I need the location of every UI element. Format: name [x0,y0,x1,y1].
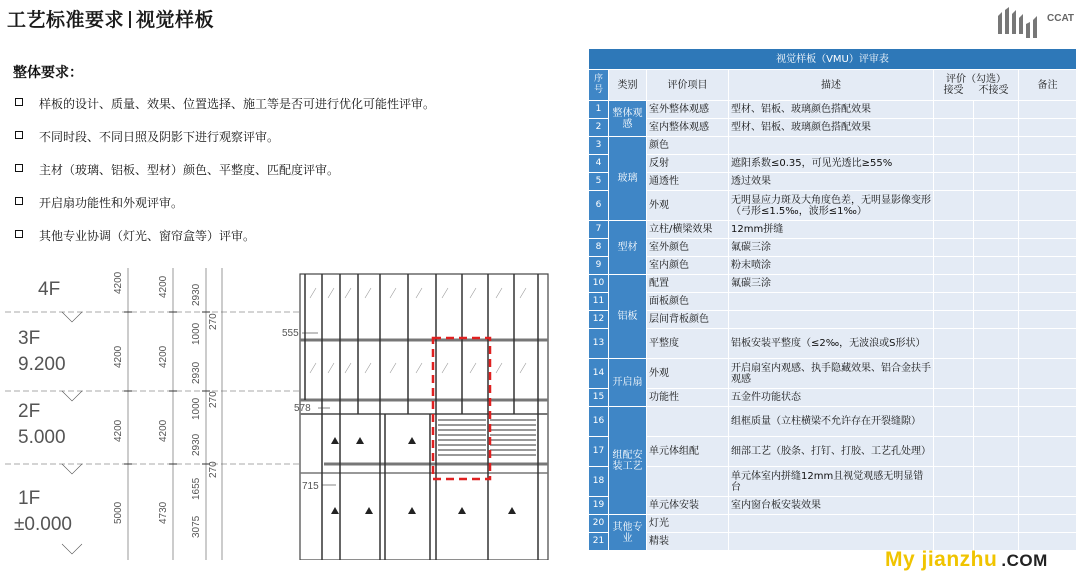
list-item: 开启扇功能性和外观评审。 [13,194,435,227]
remark-cell[interactable] [1019,515,1077,533]
reject-cell[interactable] [974,239,1019,257]
reject-cell[interactable] [974,467,1019,497]
accept-cell[interactable] [934,239,974,257]
dim-detail-7: 2930 [191,433,202,456]
accept-cell[interactable] [934,389,974,407]
category-overall: 整体观感 [609,101,647,137]
table-row: 19 单元体安装 室内窗台板安装效果 [589,497,1077,515]
remark-cell[interactable] [1019,221,1077,239]
reject-cell[interactable] [974,275,1019,293]
requirements-title: 整体要求： [13,65,83,81]
dim-inner-4: 4730 [158,501,169,524]
accept-cell[interactable] [934,293,974,311]
accept-cell[interactable] [934,407,974,437]
accept-cell[interactable] [934,515,974,533]
list-item: 其他专业协调（灯光、窗帘盒等）评审。 [13,227,435,260]
reject-cell[interactable] [974,497,1019,515]
dim-outer-2: 4200 [113,345,124,368]
accept-cell[interactable] [934,119,974,137]
header-accept: 接受 [943,85,964,96]
category-aluminum: 铝板 [609,275,647,359]
header-category: 类别 [609,70,647,101]
floor-elev-1f: ±0.000 [14,514,72,535]
list-item: 样板的设计、质量、效果、位置选择、施工等是否可进行优化可能性评审。 [13,95,435,128]
header-desc: 描述 [729,70,934,101]
dim-detail-1: 2930 [191,283,202,306]
vmu-review-table [588,48,1077,551]
table-row: 20 其他专业 灯光 [589,515,1077,533]
table-row: 6 外观 无明显应力斑及大角度色差，无明显影像变形（弓形≤1.5‰，波形≤1‰） [589,191,1077,221]
reject-cell[interactable] [974,173,1019,191]
reject-cell[interactable] [974,515,1019,533]
dim-detail-5: 270 [208,391,219,408]
vmu-review-table-wrap [588,48,1076,551]
logo-text: CCAT [1047,13,1075,24]
floor-label-4f: 4F [38,279,61,300]
reject-cell[interactable] [974,389,1019,407]
table-caption: 视觉样板（VMU）评审表 [589,49,1077,70]
watermark: My jianzhu .COM [885,548,1048,571]
table-row: 15 功能性 五金件功能状态 [589,389,1077,407]
accept-cell[interactable] [934,101,974,119]
reject-cell[interactable] [974,119,1019,137]
remark-cell[interactable] [1019,275,1077,293]
table-row: 5 通透性 透过效果 [589,173,1077,191]
remark-cell[interactable] [1019,437,1077,467]
table-row: 14 开启扇 外观 开启扇室内观感、执手隐藏效果、铝合金扶手观感 [589,359,1077,389]
remark-cell[interactable] [1019,239,1077,257]
floor-elev-3f: 9.200 [18,354,66,375]
category-glass: 玻璃 [609,137,647,221]
remark-cell[interactable] [1019,467,1077,497]
remark-cell[interactable] [1019,119,1077,137]
dim-inner-2: 4200 [158,345,169,368]
reject-cell[interactable] [974,293,1019,311]
floor-label-1f: 1F [18,488,41,509]
table-row: 11 面板颜色 [589,293,1077,311]
reject-cell[interactable] [974,155,1019,173]
dim-outer-4: 5000 [113,501,124,524]
accept-cell[interactable] [934,275,974,293]
table-row: 18 单元体室内拼缝12mm且视觉观感无明显错台 [589,467,1077,497]
table-row: 2 室内整体观感 型材、铝板、玻璃颜色搭配效果 [589,119,1077,137]
category-other: 其他专业 [609,515,647,551]
accept-cell[interactable] [934,467,974,497]
dim-detail-10: 3075 [191,515,202,538]
accept-cell[interactable] [934,311,974,329]
floor-elev-2f: 5.000 [18,427,66,448]
accept-cell[interactable] [934,191,974,221]
checkbox-icon [15,197,23,205]
page-title [7,5,214,32]
dim-detail-3: 1000 [191,322,202,345]
table-row: 12 层间背板颜色 [589,311,1077,329]
table-row: 21 精装 [589,533,1077,551]
page-title-main: 工艺标准要求 [7,9,125,31]
header-eval: 评价（勾选） 接受 不接受 [934,70,1019,101]
dim-detail-9: 1655 [191,477,202,500]
dim-detail-6: 1000 [191,397,202,420]
header-remark: 备注 [1019,70,1077,101]
table-row: 7 型材 立柱/横梁效果 12mm拼缝 [589,221,1077,239]
remark-cell[interactable] [1019,389,1077,407]
accept-cell[interactable] [934,359,974,389]
accept-cell[interactable] [934,173,974,191]
requirements-list [13,95,435,260]
remark-cell[interactable] [1019,257,1077,275]
title-divider [129,11,131,28]
remark-cell[interactable] [1019,137,1077,155]
list-item: 主材（玻璃、铝板、型材）颜色、平整度、匹配度评审。 [13,161,435,194]
reject-cell[interactable] [974,311,1019,329]
reject-cell[interactable] [974,329,1019,359]
accept-cell[interactable] [934,497,974,515]
accept-cell[interactable] [934,137,974,155]
dim-detail-4: 2930 [191,361,202,384]
floor-label-2f: 2F [18,401,41,422]
table-row: 13 平整度 铝板安装平整度（≤2‰，无波浪或S形状） [589,329,1077,359]
reject-cell[interactable] [974,137,1019,155]
table-row: 8 室外颜色 氟碳三涂 [589,239,1077,257]
remark-cell[interactable] [1019,155,1077,173]
category-opening: 开启扇 [609,359,647,407]
header-reject: 不接受 [978,85,1009,96]
remark-cell[interactable] [1019,101,1077,119]
category-profile: 型材 [609,221,647,275]
callout-555: 555 [282,328,299,339]
reject-cell[interactable] [974,359,1019,389]
floor-label-3f: 3F [18,328,41,349]
table-row: 16 组配安装工艺 组框质量（立柱横梁不允许存在开裂缝隙） [589,407,1077,437]
remark-cell[interactable] [1019,191,1077,221]
table-row: 1 整体观感 室外整体观感 型材、铝板、玻璃颜色搭配效果 [589,101,1077,119]
dim-detail-8: 270 [208,461,219,478]
accept-cell[interactable] [934,155,974,173]
accept-cell[interactable] [934,329,974,359]
list-item: 不同时段、不同日照及阴影下进行观察评审。 [13,128,435,161]
reject-cell[interactable] [974,437,1019,467]
remark-cell[interactable] [1019,311,1077,329]
dim-detail-2: 270 [208,313,219,330]
reject-cell[interactable] [974,191,1019,221]
remark-cell[interactable] [1019,293,1077,311]
callout-578: 578 [294,403,311,414]
header-item: 评价项目 [647,70,729,101]
reject-cell[interactable] [974,221,1019,239]
checkbox-icon [15,230,23,238]
table-row: 10 铝板 配置 氟碳三涂 [589,275,1077,293]
checkbox-icon [15,98,23,106]
checkbox-icon [15,164,23,172]
remark-cell[interactable] [1019,407,1077,437]
table-row: 3 玻璃 颜色 [589,137,1077,155]
remark-cell[interactable] [1019,497,1077,515]
remark-cell[interactable] [1019,359,1077,389]
accept-cell[interactable] [934,221,974,239]
table-row: 17 单元体组配 细部工艺（胶条、打钉、打胶、工艺孔处理） [589,437,1077,467]
reject-cell[interactable] [974,101,1019,119]
dim-inner-3: 4200 [158,419,169,442]
dim-outer-3: 4200 [113,419,124,442]
facade-elevation-drawing [0,268,552,560]
page-title-sub: 视觉样板 [136,9,215,31]
remark-cell[interactable] [1019,329,1077,359]
header-no: 序号 [589,70,609,101]
checkbox-icon [15,131,23,139]
table-row: 4 反射 遮阳系数≤0.35，可见光透比≥55% [589,155,1077,173]
reject-cell[interactable] [974,257,1019,275]
accept-cell[interactable] [934,257,974,275]
callout-715: 715 [302,481,319,492]
dim-inner-1: 4200 [158,275,169,298]
dim-outer-1: 4200 [113,271,124,294]
remark-cell[interactable] [1019,173,1077,191]
reject-cell[interactable] [974,407,1019,437]
accept-cell[interactable] [934,437,974,467]
category-assembly: 组配安装工艺 [609,407,647,515]
table-row: 9 室内颜色 粉末喷涂 [589,257,1077,275]
